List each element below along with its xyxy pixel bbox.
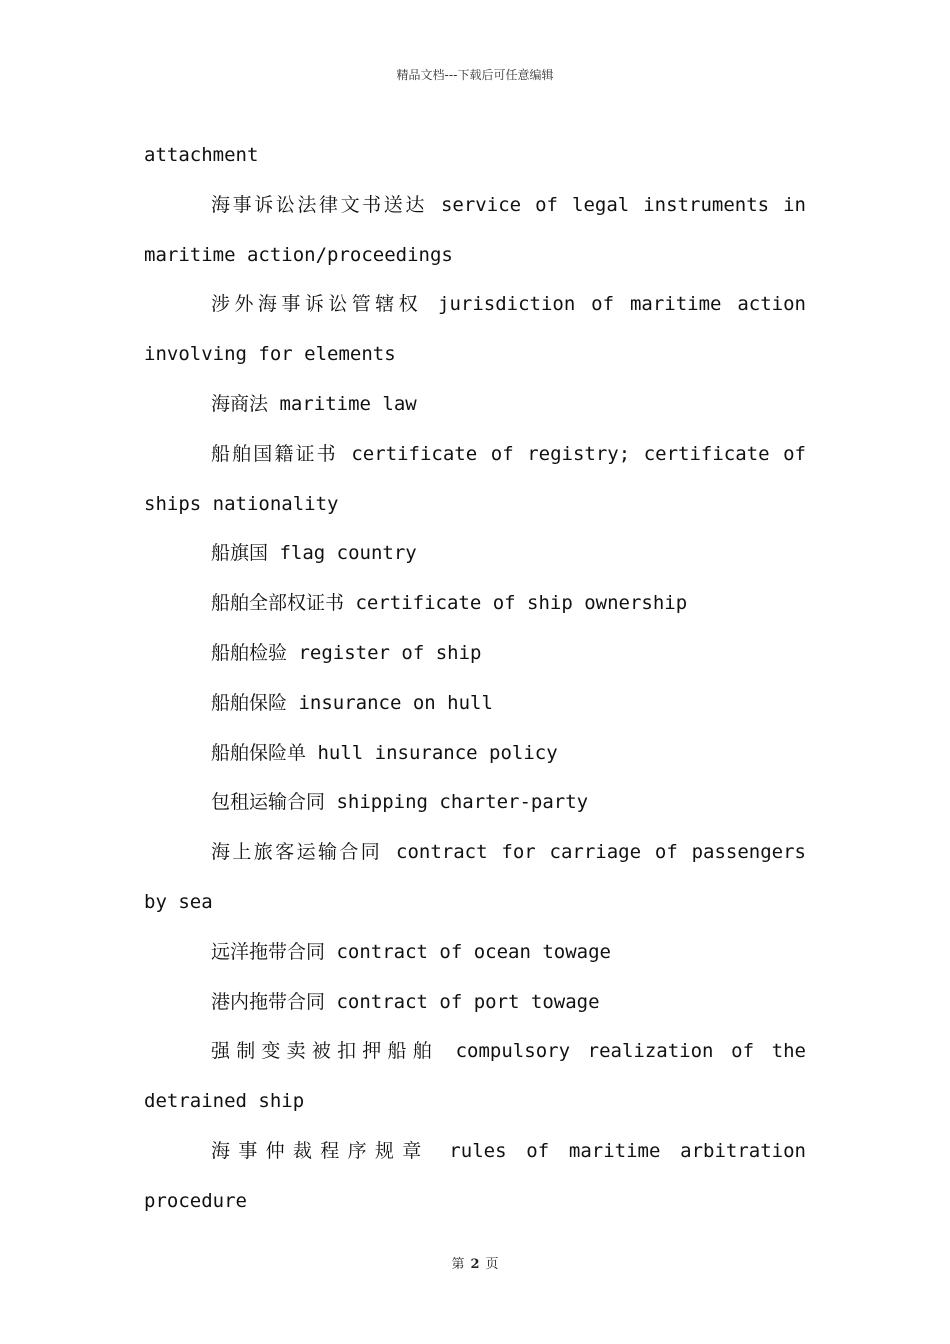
glossary-entry: 船舶全部权证书 certificate of ship ownership	[211, 592, 688, 615]
glossary-entry: attachment	[144, 144, 259, 166]
glossary-entry: 港内拖带合同 contract of port towage	[211, 990, 600, 1013]
glossary-entry: 船旗国 flag country	[211, 542, 417, 565]
glossary-entry: 涉外海事诉讼管辖权 jurisdiction of maritime action involving for elements	[144, 293, 806, 366]
glossary-entry: 远洋拖带合同 contract of ocean towage	[211, 940, 611, 963]
glossary-entry: 船舶保险单 hull insurance policy	[211, 741, 558, 764]
glossary-entry: 海事仲裁程序规章 rules of maritime arbitration procedure	[144, 1139, 806, 1212]
page-footer	[0, 1253, 950, 1272]
page-number-prefix: 第	[451, 1257, 465, 1272]
glossary-entry: 海上旅客运输合同 contract for carriage of passengers by sea	[144, 841, 806, 913]
page-header: 精品文档---下载后可任意编辑	[396, 68, 554, 82]
page-number: 2	[470, 1257, 480, 1272]
glossary-entry: 强制变卖被扣押船舶 compulsory realization of the detrained ship	[144, 1040, 806, 1113]
glossary-entry: 船舶国籍证书 certificate of registry; certificate of ships nationality	[144, 442, 806, 515]
glossary-entry: 海商法 maritime law	[211, 392, 417, 415]
glossary-entry: 海事诉讼法律文书送达 service of legal instruments in maritime action/proceedings	[144, 193, 806, 266]
glossary-entry: 船舶检验 register of ship	[211, 641, 482, 664]
glossary-body	[144, 131, 806, 1227]
glossary-entry: 船舶保险 insurance on hull	[211, 691, 493, 714]
glossary-entry: 包租运输合同 shipping charter-party	[211, 791, 589, 814]
page-number-suffix: 页	[485, 1257, 499, 1272]
